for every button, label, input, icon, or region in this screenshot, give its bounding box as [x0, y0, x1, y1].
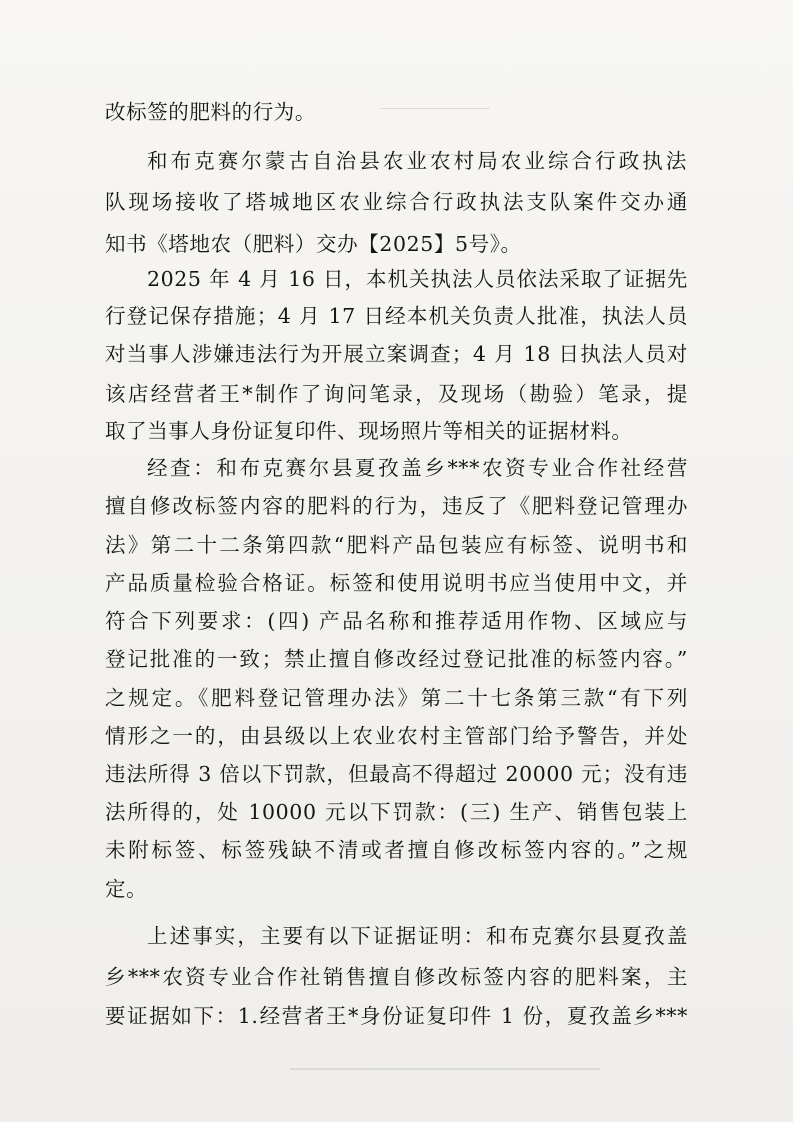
scan-bleed-mark: [380, 108, 490, 109]
text-line: 2025 年 4 月 16 日，本机关执法人员依法采取了证据先: [147, 267, 688, 291]
text-line: 情形之一的，由县级以上农业农村主管部门给予警告，并处: [105, 724, 688, 748]
text-line: 经查：和布克赛尔县夏孜盖乡***农资专业合作社经营: [147, 456, 688, 480]
text-line: 行登记保存措施；4 月 17 日经本机关负责人批准，执法人员: [105, 304, 688, 328]
text-line: 队现场接收了塔城地区农业综合行政执法支队案件交办通: [105, 190, 688, 214]
text-line: 违法所得 3 倍以下罚款，但最高不得超过 20000 元；没有违: [105, 762, 688, 786]
text-line: 该店经营者王*制作了询问笔录，及现场（勘验）笔录，提: [105, 382, 688, 406]
text-line: 上述事实，主要有以下证据证明：和布克赛尔县夏孜盖: [147, 924, 688, 948]
text-line: 对当事人涉嫌违法行为开展立案调查；4 月 18 日执法人员对: [105, 342, 688, 366]
text-line: 改标签的肥料的行为。: [105, 100, 316, 124]
text-line: 符合下列要求：(四) 产品名称和推荐适用作物、区域应与: [105, 609, 688, 633]
text-line: 取了当事人身份证复印件、现场照片等相关的证据材料。: [105, 419, 633, 443]
text-line: 之规定。《肥料登记管理办法》第二十七条第三款“有下列: [105, 686, 688, 710]
text-line: 法所得的，处 10000 元以下罚款：(三) 生产、销售包装上: [105, 800, 688, 824]
text-line: 要证据如下：1.经营者王*身份证复印件 1 份，夏孜盖乡***: [105, 1004, 688, 1028]
scan-bleed-mark: [290, 1068, 600, 1070]
text-line: 法》第二十二条第四款“肥料产品包装应有标签、说明书和: [105, 533, 688, 557]
text-line: 知书《塔地农（肥料）交办【2025】5号》。: [105, 232, 522, 256]
text-line: 登记批准的一致；禁止擅自修改经过登记批准的标签内容。”: [105, 647, 688, 671]
text-line: 和布克赛尔蒙古自治县农业农村局农业综合行政执法: [147, 149, 687, 173]
text-line: 定。: [105, 877, 148, 901]
scan-bleed-mark: [402, 154, 472, 155]
text-line: 擅自修改标签内容的肥料的行为，违反了《肥料登记管理办: [105, 494, 688, 518]
text-line: 产品质量检验合格证。标签和使用说明书应当使用中文，并: [105, 571, 688, 595]
text-line: 乡***农资专业合作社销售擅自修改标签内容的肥料案，主: [105, 965, 688, 989]
text-line: 未附标签、标签残缺不清或者擅自修改标签内容的。”之规: [105, 838, 688, 862]
